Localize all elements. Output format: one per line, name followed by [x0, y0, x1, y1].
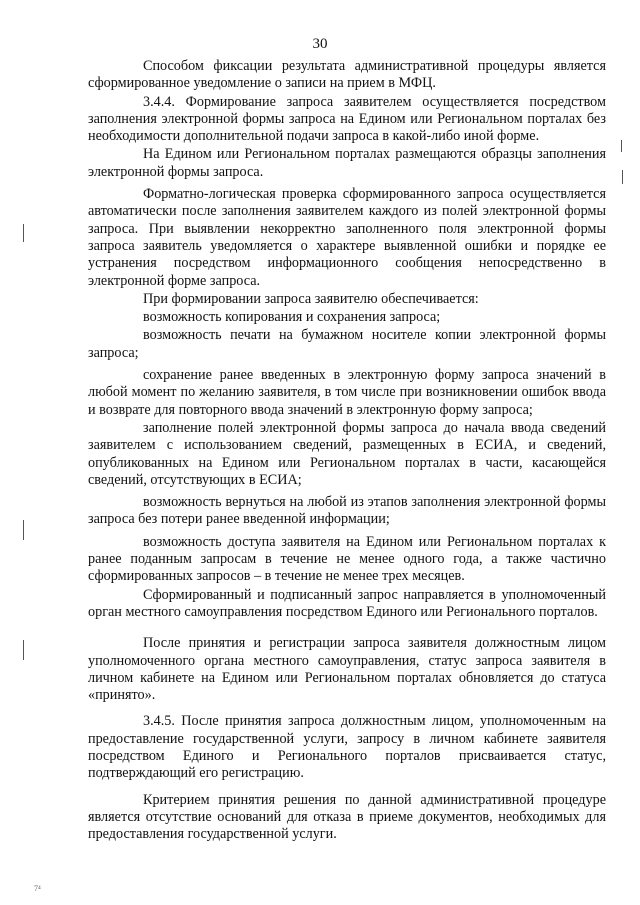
document-body	[88, 58, 606, 844]
scan-mark	[23, 520, 24, 540]
paragraph: При формировании запроса заявителю обеспечивается:	[143, 290, 479, 307]
paragraph: возможность доступа заявителя на Едином или Региональном порталах к ранее поданным запросам в течение не менее одного года, а также частично сформированных запросов – в течение не менее трех месяцев.	[88, 533, 606, 585]
scan-mark	[23, 640, 24, 660]
paragraph: возможность вернуться на любой из этапов заполнения электронной формы запроса без потери ранее введенной информации;	[88, 494, 606, 528]
paragraph: 3.4.5. После принятия запроса должностным лицом, уполномоченным на предоставление государственной услуги, запросу в личном кабинете заявителя посредством Единого и Регионального порталов присваивается статус, подтверждающий его регистрацию.	[88, 713, 606, 782]
paragraph: Способом фиксации результата административной процедуры является сформированное уведомление о записи на прием в МФЦ.	[88, 58, 606, 92]
paragraph: 3.4.4. Формирование запроса заявителем осуществляется посредством заполнения электронной формы запроса на Едином или Региональном порталах без необходимости дополнительной подачи запроса в какой-либо иной форме.	[88, 93, 606, 145]
paragraph: возможность копирования и сохранения запроса;	[143, 309, 441, 326]
paragraph: Форматно-логическая проверка сформированного запроса осуществляется автоматически после заполнения заявителем каждого из полей электронной формы запроса. При выявлении некорректно заполненного поля электронной формы запроса заявитель уведомляется о характере выявленной ошибки и порядке ее устранения посредством информационного сообщения непосредственно в электронной форме запроса.	[88, 186, 606, 289]
paragraph: Сформированный и подписанный запрос направляется в уполномоченный орган местного самоуправления посредством Единого или Регионального порталов.	[88, 586, 606, 620]
paragraph: После принятия и регистрации запроса заявителя должностным лицом уполномоченного органа местного самоуправления, статус запроса заявителя в личном кабинете на Едином или Региональном порталах обновляется до статуса «принято».	[88, 635, 606, 704]
scan-mark	[621, 140, 622, 152]
paragraph: заполнение полей электронной формы запроса до начала ввода сведений заявителем с использованием сведений, размещенных в ЕСИА, и сведений, опубликованных на Едином или Региональном порталах в части, касающейся сведений, отсутствующих в ЕСИА;	[88, 419, 606, 488]
paragraph: Критерием принятия решения по данной административной процедуре является отсутствие оснований для отказа в приеме документов, необходимых для предоставления государственной услуги.	[88, 791, 606, 843]
scan-mark	[622, 170, 623, 184]
scan-mark	[23, 224, 24, 242]
paragraph: На Едином или Региональном порталах размещаются образцы заполнения электронной формы запроса.	[88, 146, 606, 180]
paragraph: сохранение ранее введенных в электронную форму запроса значений в любой момент по желанию заявителя, в том числе при возникновении ошибок ввода и возврате для повторного ввода значений в электронную форму запроса;	[88, 367, 606, 418]
page-number: 30	[312, 36, 328, 52]
paragraph: возможность печати на бумажном носителе копии электронной формы запроса;	[88, 327, 606, 361]
corner-mark: 7⁴	[34, 884, 41, 893]
